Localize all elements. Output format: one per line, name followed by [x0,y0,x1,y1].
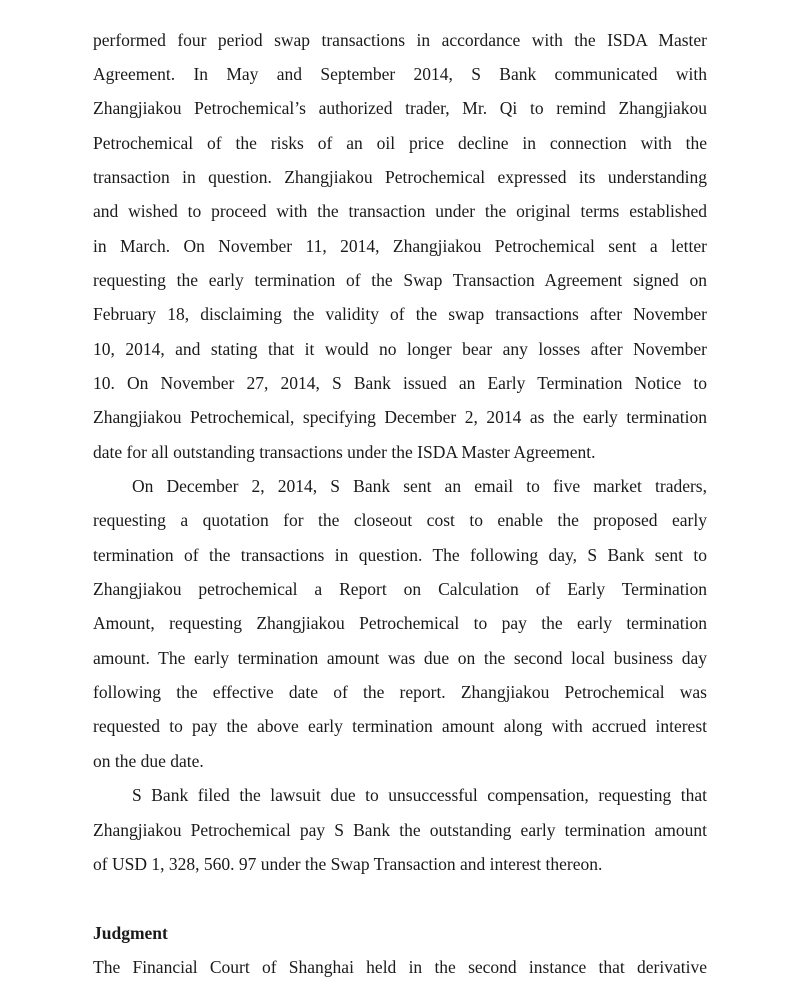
text-line: Agreement. In May and September 2014, S Bank communicated with [93,64,707,84]
text-line: Amount, requesting Zhangjiakou Petrochemical to pay the early termination [93,613,707,633]
text-line: date for all outstanding transactions under the ISDA Master Agreement. [93,442,596,462]
text-line: S Bank filed the lawsuit due to unsuccessful compensation, requesting that [132,785,707,805]
text-line: termination of the transactions in question. The following day, S Bank sent to [93,545,707,565]
text-line: Zhangjiakou Petrochemical, specifying December 2, 2014 as the early termination [93,407,707,427]
text-line: requesting a quotation for the closeout cost to enable the proposed early [93,510,707,530]
text-line: requesting the early termination of the Swap Transaction Agreement signed on [93,270,707,290]
text-line: of USD 1, 328, 560. 97 under the Swap Transaction and interest thereon. [93,854,603,874]
text-line: Zhangjiakou Petrochemical’s authorized trader, Mr. Qi to remind Zhangjiakou [93,98,707,118]
text-line: performed four period swap transactions in accordance with the ISDA Master [93,30,707,50]
text-line: transaction in question. Zhangjiakou Petrochemical expressed its understanding [93,167,707,187]
text-line: in March. On November 11, 2014, Zhangjiakou Petrochemical sent a letter [93,236,707,256]
text-line: On December 2, 2014, S Bank sent an email to five market traders, [132,476,707,496]
text-line: February 18, disclaiming the validity of the swap transactions after November [93,304,707,324]
text-line: The Financial Court of Shanghai held in the second instance that derivative [93,957,707,977]
text-line: requested to pay the above early termination amount along with accrued interest [93,716,707,736]
text-line: amount. The early termination amount was due on the second local business day [93,648,707,668]
text-line: following the effective date of the report. Zhangjiakou Petrochemical was [93,682,707,702]
text-line: Zhangjiakou petrochemical a Report on Calculation of Early Termination [93,579,707,599]
text-line: 10. On November 27, 2014, S Bank issued an Early Termination Notice to [93,373,707,393]
text-line: Zhangjiakou Petrochemical pay S Bank the outstanding early termination amount [93,820,707,840]
text-line: and wished to proceed with the transaction under the original terms established [93,201,707,221]
text-line: Petrochemical of the risks of an oil price decline in connection with the [93,133,707,153]
section-heading-judgment: Judgment [93,923,168,943]
text-line: 10, 2014, and stating that it would no longer bear any losses after November [93,339,707,359]
text-line: on the due date. [93,751,204,771]
